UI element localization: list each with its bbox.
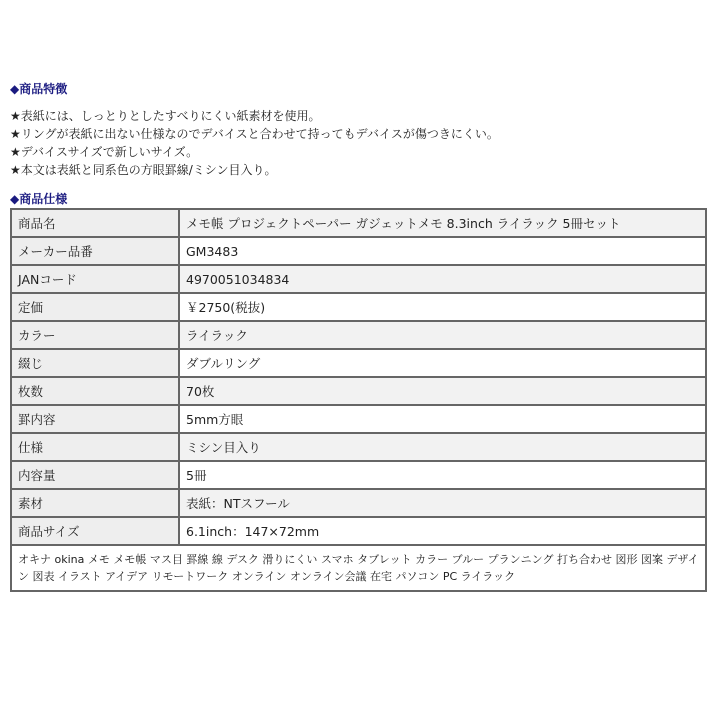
table-row — [11, 321, 706, 349]
spec-value: 6.1inch：147×72mm — [179, 517, 706, 545]
table-row — [11, 349, 706, 377]
spec-value: 表紙：NTスフール — [179, 489, 706, 517]
specs-table — [10, 208, 707, 592]
spec-label: 商品サイズ — [11, 517, 179, 545]
spec-label: メーカー品番 — [11, 237, 179, 265]
table-row — [11, 461, 706, 489]
feature-item: ★リングが表紙に出ない仕様なのでデバイスと合わせて持ってもデバイスが傷つきにくい。 — [10, 127, 499, 141]
spec-value: メモ帳 プロジェクトペーパー ガジェットメモ 8.3inch ライラック 5冊セット — [179, 209, 706, 237]
spec-label: カラー — [11, 321, 179, 349]
table-row — [11, 405, 706, 433]
spec-value: ミシン目入り — [179, 433, 706, 461]
spec-value: GM3483 — [179, 237, 706, 265]
table-row — [11, 377, 706, 405]
table-row — [11, 517, 706, 545]
spec-label: 内容量 — [11, 461, 179, 489]
table-row — [11, 293, 706, 321]
spec-label: 定価 — [11, 293, 179, 321]
features-list — [10, 107, 499, 179]
spec-value: ダブルリング — [179, 349, 706, 377]
table-row — [11, 489, 706, 517]
keywords: オキナ okina メモ メモ帳 マス目 罫線 線 デスク 滑りにくい スマホ タブレット カラー ブルー プランニング 打ち合わせ 図形 図案 デザイン 図表 イラスト アイデア リモートワーク オンライン オンライン会議 在宅 パソコン PC ライラック — [11, 545, 706, 591]
spec-value: 5mm方眼 — [179, 405, 706, 433]
features-heading: ◆商品特徴 — [10, 82, 68, 96]
table-row — [11, 237, 706, 265]
spec-value: ライラック — [179, 321, 706, 349]
spec-value: 70枚 — [179, 377, 706, 405]
spec-value: 4970051034834 — [179, 265, 706, 293]
spec-label: 商品名 — [11, 209, 179, 237]
spec-label: 素材 — [11, 489, 179, 517]
specs-heading: ◆商品仕様 — [10, 192, 68, 206]
feature-item: ★デバイスサイズで新しいサイズ。 — [10, 145, 199, 159]
spec-label: JANコード — [11, 265, 179, 293]
spec-value: ￥2750(税抜) — [179, 293, 706, 321]
feature-item: ★本文は表紙と同系色の方眼罫線/ミシン目入り。 — [10, 163, 277, 177]
table-row — [11, 265, 706, 293]
keywords-row — [11, 545, 706, 591]
spec-label: 綴じ — [11, 349, 179, 377]
spec-label: 罫内容 — [11, 405, 179, 433]
spec-value: 5冊 — [179, 461, 706, 489]
table-row — [11, 433, 706, 461]
spec-label: 仕様 — [11, 433, 179, 461]
table-row — [11, 209, 706, 237]
feature-item: ★表紙には、しっとりとしたすべりにくい紙素材を使用。 — [10, 109, 321, 123]
spec-label: 枚数 — [11, 377, 179, 405]
